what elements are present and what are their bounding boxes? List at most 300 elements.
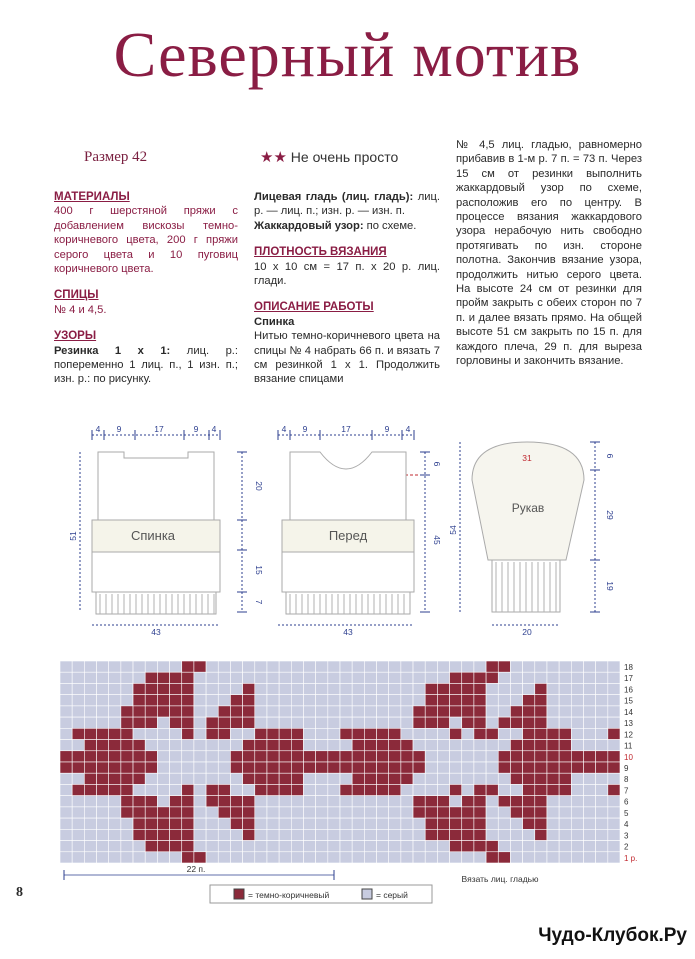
chart-cell (401, 706, 413, 717)
chart-cell (462, 762, 474, 773)
chart-cell (218, 706, 230, 717)
chart-cell (535, 784, 547, 795)
chart-cell (364, 773, 376, 784)
materials-heading: МАТЕРИАЛЫ (54, 191, 130, 203)
sleeve-label: Рукав (511, 501, 545, 515)
svg-text:9: 9 (193, 424, 199, 434)
chart-cell (425, 672, 437, 683)
chart-cell (535, 695, 547, 706)
chart-cell (474, 717, 486, 728)
back-subheading: Спинка (254, 315, 295, 328)
chart-cell (450, 683, 462, 694)
chart-cell (535, 728, 547, 739)
chart-cell (170, 683, 182, 694)
chart-cell (194, 841, 206, 852)
chart-cell (474, 784, 486, 795)
chart-cell (571, 672, 583, 683)
chart-cell (462, 672, 474, 683)
chart-cell (450, 672, 462, 683)
chart-cell (377, 807, 389, 818)
chart-cell (291, 807, 303, 818)
chart-cell (571, 728, 583, 739)
chart-cell (182, 829, 194, 840)
chart-cell (486, 683, 498, 694)
chart-cell (583, 751, 595, 762)
patterns-heading: УЗОРЫ (54, 330, 97, 343)
chart-cell (291, 706, 303, 717)
chart-cell (596, 818, 608, 829)
chart-cell (450, 796, 462, 807)
chart-cell (425, 695, 437, 706)
chart-cell (157, 841, 169, 852)
chart-cell (60, 807, 72, 818)
chart-cell (437, 829, 449, 840)
chart-cell (194, 717, 206, 728)
chart-cell (474, 706, 486, 717)
chart-cell (194, 672, 206, 683)
chart-cell (255, 829, 267, 840)
chart-cell (255, 796, 267, 807)
chart-cell (498, 728, 510, 739)
chart-cell (437, 728, 449, 739)
chart-cell (303, 672, 315, 683)
chart-cell (328, 762, 340, 773)
svg-text:9: 9 (302, 424, 308, 434)
chart-cell (401, 852, 413, 863)
chart-cell (121, 751, 133, 762)
chart-cell (328, 796, 340, 807)
chart-cell (425, 807, 437, 818)
chart-cell (206, 784, 218, 795)
chart-cell (109, 683, 121, 694)
chart-cell (60, 762, 72, 773)
chart-cell (596, 762, 608, 773)
chart-cell (255, 807, 267, 818)
chart-cell (328, 672, 340, 683)
chart-cell (571, 796, 583, 807)
chart-cell (608, 807, 620, 818)
chart-cell (279, 807, 291, 818)
chart-cell (437, 751, 449, 762)
chart-cell (571, 695, 583, 706)
chart-cell (559, 762, 571, 773)
chart-cell (303, 762, 315, 773)
chart-cell (243, 829, 255, 840)
stockinette-text: лиц. р. — лиц. п.; изн. р. — изн. п. (254, 191, 440, 218)
chart-cell (437, 762, 449, 773)
chart-cell (364, 796, 376, 807)
chart-cell (60, 784, 72, 795)
chart-cell (425, 762, 437, 773)
chart-cell (121, 841, 133, 852)
chart-cell (413, 740, 425, 751)
chart-cell (72, 829, 84, 840)
chart-cell (437, 841, 449, 852)
chart-cell (316, 796, 328, 807)
chart-cell (84, 852, 96, 863)
chart-cell (109, 661, 121, 672)
chart-cell (157, 717, 169, 728)
row-label: 18 (624, 662, 633, 672)
chart-cell (157, 796, 169, 807)
chart-cell (206, 807, 218, 818)
svg-text:17: 17 (154, 424, 164, 434)
chart-cell (425, 717, 437, 728)
chart-cell (352, 829, 364, 840)
chart-cell (255, 818, 267, 829)
chart-cell (157, 661, 169, 672)
chart-cell (486, 829, 498, 840)
chart-cell (523, 852, 535, 863)
chart-cell (97, 683, 109, 694)
chart-cell (583, 706, 595, 717)
chart-cell (523, 762, 535, 773)
chart-cell (97, 762, 109, 773)
chart-cell (389, 751, 401, 762)
chart-cell (377, 773, 389, 784)
chart-cell (462, 784, 474, 795)
chart-cell (157, 695, 169, 706)
chart-cell (97, 829, 109, 840)
chart-cell (157, 751, 169, 762)
chart-cell (267, 852, 279, 863)
chart-cell (84, 818, 96, 829)
chart-cell (596, 706, 608, 717)
chart-cell (279, 818, 291, 829)
chart-cell (571, 751, 583, 762)
back-schematic (92, 452, 220, 614)
chart-cell (535, 706, 547, 717)
chart-cell (571, 717, 583, 728)
chart-cell (364, 740, 376, 751)
chart-cell (133, 751, 145, 762)
chart-cell (243, 818, 255, 829)
chart-cell (133, 762, 145, 773)
chart-cell (243, 751, 255, 762)
chart-cell (170, 672, 182, 683)
chart-cell (608, 784, 620, 795)
chart-cell (60, 672, 72, 683)
chart-cell (194, 661, 206, 672)
chart-cell (218, 661, 230, 672)
chart-cell (486, 661, 498, 672)
chart-cell (328, 807, 340, 818)
chart-cell (571, 841, 583, 852)
svg-text:51: 51 (68, 531, 78, 541)
chart-cell (206, 841, 218, 852)
chart-cell (303, 661, 315, 672)
chart-cell (352, 728, 364, 739)
stockinette-label: Лицевая гладь (лиц. гладь): (254, 191, 414, 203)
chart-cell (596, 728, 608, 739)
chart-cell (84, 695, 96, 706)
chart-cell (145, 672, 157, 683)
chart-cell (121, 796, 133, 807)
chart-cell (279, 672, 291, 683)
chart-cell (121, 661, 133, 672)
chart-cell (401, 751, 413, 762)
chart-cell (377, 852, 389, 863)
chart-cell (291, 751, 303, 762)
chart-cell (547, 672, 559, 683)
chart-cell (243, 796, 255, 807)
chart-cell (523, 818, 535, 829)
chart-cell (450, 661, 462, 672)
chart-cell (72, 784, 84, 795)
chart-cell (486, 762, 498, 773)
chart-cell (133, 695, 145, 706)
chart-cell (510, 661, 522, 672)
chart-cell (523, 829, 535, 840)
chart-cell (316, 751, 328, 762)
chart-cell (571, 683, 583, 694)
chart-cell (328, 728, 340, 739)
chart-cell (109, 762, 121, 773)
chart-cell (352, 717, 364, 728)
chart-cell (316, 852, 328, 863)
chart-cell (291, 829, 303, 840)
chart-cell (596, 807, 608, 818)
chart-cell (474, 661, 486, 672)
chart-cell (608, 762, 620, 773)
chart-cell (608, 706, 620, 717)
chart-cell (72, 672, 84, 683)
chart-cell (194, 773, 206, 784)
chart-cell (547, 841, 559, 852)
chart-cell (206, 796, 218, 807)
row-label: 14 (624, 707, 633, 717)
chart-cell (498, 796, 510, 807)
chart-cell (133, 852, 145, 863)
chart-cell (72, 807, 84, 818)
chart-cell (328, 818, 340, 829)
chart-cell (608, 695, 620, 706)
chart-cell (230, 683, 242, 694)
chart-cell (182, 695, 194, 706)
chart-cell (218, 841, 230, 852)
chart-cell (377, 796, 389, 807)
chart-cell (133, 661, 145, 672)
chart-cell (206, 751, 218, 762)
chart-cell (279, 717, 291, 728)
chart-cell (571, 661, 583, 672)
chart-cell (170, 852, 182, 863)
chart-cell (559, 852, 571, 863)
front-schematic (282, 452, 414, 614)
chart-cell (596, 661, 608, 672)
svg-text:6: 6 (432, 461, 442, 467)
chart-cell (486, 695, 498, 706)
chart-cell (170, 695, 182, 706)
chart-cell (328, 852, 340, 863)
chart-cell (413, 672, 425, 683)
chart-cell (510, 695, 522, 706)
svg-text:29: 29 (605, 510, 615, 520)
chart-cell (145, 683, 157, 694)
chart-cell (352, 751, 364, 762)
chart-cell (547, 751, 559, 762)
chart-cell (377, 762, 389, 773)
chart-cell (437, 796, 449, 807)
chart-cell (279, 661, 291, 672)
chart-cell (109, 728, 121, 739)
chart-cell (121, 818, 133, 829)
chart-cell (84, 661, 96, 672)
chart-cell (316, 717, 328, 728)
chart-cell (425, 852, 437, 863)
chart-cell (450, 841, 462, 852)
chart-cell (486, 728, 498, 739)
chart-cell (230, 672, 242, 683)
chart-cell (170, 784, 182, 795)
chart-cell (401, 695, 413, 706)
chart-cell (60, 829, 72, 840)
chart-cell (510, 784, 522, 795)
row-label: 17 (624, 674, 633, 684)
sleeve-schematic (472, 442, 584, 612)
chart-cell (170, 829, 182, 840)
chart-cell (389, 762, 401, 773)
chart-cell (413, 841, 425, 852)
chart-cell (352, 706, 364, 717)
chart-cell (72, 852, 84, 863)
svg-text:43: 43 (343, 627, 353, 637)
chart-cell (401, 829, 413, 840)
chart-cell (255, 762, 267, 773)
chart-cell (206, 706, 218, 717)
chart-cell (121, 773, 133, 784)
chart-cell (109, 706, 121, 717)
chart-cell (243, 672, 255, 683)
chart-cell (145, 796, 157, 807)
chart-cell (243, 841, 255, 852)
chart-cell (206, 740, 218, 751)
chart-cell (437, 661, 449, 672)
chart-cell (547, 852, 559, 863)
chart-cell (157, 706, 169, 717)
jacquard-text: по схеме. (366, 219, 417, 232)
chart-cell (401, 728, 413, 739)
chart-cell (462, 841, 474, 852)
chart-cell (206, 717, 218, 728)
chart-cell (413, 829, 425, 840)
chart-cell (474, 740, 486, 751)
chart-cell (182, 807, 194, 818)
chart-cell (352, 807, 364, 818)
chart-cell (559, 796, 571, 807)
chart-cell (182, 773, 194, 784)
chart-cell (328, 683, 340, 694)
chart-cell (559, 683, 571, 694)
chart-cell (583, 818, 595, 829)
chart-cell (583, 829, 595, 840)
difficulty-text: Не очень просто (290, 149, 399, 165)
chart-cell (571, 740, 583, 751)
chart-cell (486, 796, 498, 807)
chart-cell (206, 829, 218, 840)
chart-cell (571, 762, 583, 773)
chart-cell (608, 672, 620, 683)
chart-cell (486, 807, 498, 818)
chart-cell (328, 751, 340, 762)
chart-cell (182, 728, 194, 739)
chart-cell (474, 672, 486, 683)
chart-cell (291, 762, 303, 773)
chart-cell (206, 852, 218, 863)
chart-cell (303, 717, 315, 728)
chart-cell (377, 695, 389, 706)
chart-cell (462, 807, 474, 818)
chart-cell (425, 661, 437, 672)
chart-cell (510, 762, 522, 773)
chart-cell (510, 728, 522, 739)
chart-cell (498, 672, 510, 683)
chart-cell (267, 841, 279, 852)
svg-text:15: 15 (254, 565, 264, 575)
chart-cell (486, 672, 498, 683)
gauge-text: 10 х 10 см = 17 п. х 20 р. лиц. глади. (254, 260, 440, 288)
chart-cell (425, 796, 437, 807)
chart-cell (413, 661, 425, 672)
chart-cell (364, 661, 376, 672)
chart-cell (109, 695, 121, 706)
chart-cell (596, 695, 608, 706)
chart-cell (571, 773, 583, 784)
chart-cell (109, 852, 121, 863)
chart-cell (498, 818, 510, 829)
chart-cell (413, 773, 425, 784)
chart-cell (230, 695, 242, 706)
chart-cell (559, 661, 571, 672)
chart-cell (377, 706, 389, 717)
chart-cell (243, 807, 255, 818)
chart-cell (462, 852, 474, 863)
chart-cell (413, 706, 425, 717)
legend-swatch-grey (362, 889, 372, 899)
chart-cell (255, 695, 267, 706)
chart-cell (450, 818, 462, 829)
chart-cell (608, 717, 620, 728)
chart-cell (340, 661, 352, 672)
chart-cell (121, 762, 133, 773)
chart-cell (194, 695, 206, 706)
chart-cell (401, 773, 413, 784)
chart-cell (157, 784, 169, 795)
chart-cell (596, 796, 608, 807)
chart-cell (84, 807, 96, 818)
needles-text: № 4 и 4,5. (54, 303, 107, 316)
chart-cell (462, 796, 474, 807)
chart-cell (182, 706, 194, 717)
chart-cell (84, 683, 96, 694)
chart-cell (133, 807, 145, 818)
chart-cell (243, 683, 255, 694)
chart-cell (145, 728, 157, 739)
chart-cell (157, 728, 169, 739)
chart-cell (364, 751, 376, 762)
chart-cell (510, 672, 522, 683)
chart-cell (145, 740, 157, 751)
chart-cell (230, 829, 242, 840)
chart-cell (218, 784, 230, 795)
chart-cell (84, 784, 96, 795)
front-label: Перед (328, 528, 368, 543)
chart-cell (413, 818, 425, 829)
chart-cell (133, 841, 145, 852)
chart-cell (303, 728, 315, 739)
chart-cell (608, 796, 620, 807)
chart-cell (535, 672, 547, 683)
